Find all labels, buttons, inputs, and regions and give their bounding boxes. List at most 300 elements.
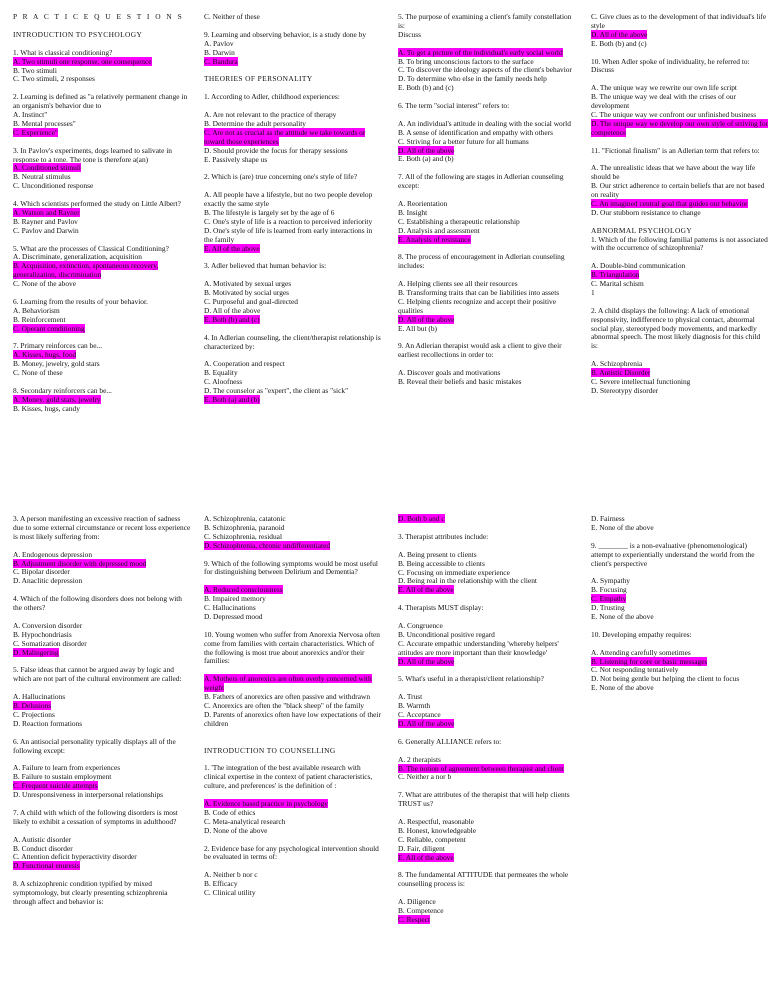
- line: [398, 871, 576, 889]
- answer-option: D. Not being gentle but helping the client to focus: [591, 674, 740, 684]
- line: [398, 378, 576, 387]
- answer-option: B. Transforming traits that can be liabilities into assets: [398, 288, 560, 297]
- answer-option: C. Accurate empathic understanding 'whereby helpers' attitudes are more important than their knowledge': [398, 638, 559, 657]
- question-text: 5. The purpose of examining a client's family constellation is:: [398, 12, 572, 30]
- line: [204, 827, 382, 836]
- answer-option: B. Our strict adherence to certain beliefs that are not based on reality: [591, 181, 765, 199]
- line: [204, 245, 382, 254]
- answer-option: C. Establishing a therapeutic relationship: [398, 216, 520, 226]
- question-text: 9. Learning and observing behavior, is a study done by: [204, 29, 367, 39]
- question-text: 4. In Adlerian counseling, the client/therapist relationship is characterized by:: [204, 332, 381, 351]
- answer-option-highlighted: A. Reduced consciousness: [204, 585, 283, 595]
- answer-option: A. Attending carefully sometimes: [591, 647, 691, 657]
- answer-option-highlighted: B. Triangulation: [591, 270, 640, 280]
- line: [13, 93, 191, 111]
- answer-option: B. Insight: [398, 207, 428, 217]
- line: [398, 773, 576, 782]
- line: [591, 542, 768, 569]
- answer-option: A. Double-bind communication: [591, 261, 686, 271]
- answer-option: B. Focusing: [591, 585, 627, 595]
- question-text: 7. Primary reinforces can be...: [13, 341, 103, 351]
- line: [204, 631, 382, 667]
- answer-option: C. Purposeful and goal-directed: [204, 297, 298, 306]
- answer-option: A. Failure to learn from experiences: [13, 763, 121, 773]
- line: [398, 533, 576, 542]
- line: [13, 880, 191, 907]
- answer-option: C. The unique way we confront our unfinished business: [591, 109, 757, 119]
- answer-option-highlighted: C. An imagined central goal that guides our behavior: [591, 198, 748, 208]
- answer-option-highlighted: A. Kisses, hugs, food: [13, 350, 77, 360]
- answer-option: B. Schizophrenia, paranoid: [204, 522, 285, 532]
- answer-option-highlighted: E. Both (a) and (b): [204, 394, 260, 404]
- line: [13, 738, 191, 756]
- answer-option: B. Code of ethics: [204, 807, 256, 817]
- answer-option: A. 2 therapists: [398, 754, 441, 764]
- answer-option-highlighted: C. Bandura: [204, 56, 238, 66]
- answer-option: C. Meta-analytical research: [204, 816, 286, 826]
- line: [398, 102, 576, 111]
- question-text: 6. Generally ALLIANCE refers to:: [398, 736, 502, 746]
- answer-option: C. Unconditioned response: [13, 181, 94, 191]
- answer-option: A. An individual's attitude in dealing with the social world: [398, 118, 571, 128]
- answer-option: D. Parents of anorexics often have low expectations of their children: [204, 709, 381, 728]
- question-text: 5. What are the processes of Classical Conditioning?: [13, 243, 169, 253]
- line: [591, 58, 768, 67]
- answer-option: D. Being real in the relationship with the client: [398, 576, 537, 586]
- line: [398, 854, 576, 863]
- question-text: 2. Evidence base for any psychological intervention should be evaluated in terms of:: [204, 843, 379, 862]
- line: [13, 31, 191, 40]
- text-line: Discuss: [591, 65, 614, 75]
- answer-option: A. Pavlov: [204, 38, 234, 48]
- line: [204, 262, 382, 271]
- page1-column-1: [13, 13, 191, 414]
- line: [591, 182, 768, 200]
- answer-option: C. None of these: [13, 368, 63, 377]
- line: [13, 280, 191, 289]
- line: [398, 586, 576, 595]
- answer-option: A. All people have a lifestyle, but no two people develop exactly the same style: [204, 190, 373, 209]
- answer-option: E. Both (b) and (c): [591, 38, 647, 48]
- answer-option: D. Depressed mood: [204, 611, 263, 621]
- answer-option-highlighted: E. All of the above: [398, 852, 454, 862]
- text-line: Discuss: [398, 29, 421, 39]
- line: [398, 738, 576, 747]
- line: [398, 298, 576, 316]
- answer-option: A. Discriminate, generalization, acquisition: [13, 252, 142, 262]
- line: [13, 649, 191, 658]
- question-text: 5. What's useful in a therapist/client relationship?: [398, 674, 544, 684]
- answer-option: A. Schizophrenia, catatonic: [204, 514, 286, 523]
- answer-option: D. The counselor as "expert", the client as "sick": [204, 386, 349, 395]
- line: [591, 387, 768, 396]
- line: [13, 666, 191, 684]
- line: [13, 577, 191, 586]
- answer-option-highlighted: A. Money, gold stars, jewelry: [13, 394, 101, 404]
- answer-option-highlighted: B. Delusions: [13, 701, 52, 710]
- text-line: 1: [591, 287, 595, 297]
- answer-option: B. The unique way we deal with the crises of our development: [591, 92, 736, 110]
- answer-option-highlighted: D. All of the above: [398, 656, 455, 666]
- line: [204, 845, 382, 863]
- line: [398, 720, 576, 729]
- line: [204, 764, 382, 791]
- answer-option: B. Motivated by social urges: [204, 288, 290, 298]
- line: [204, 711, 382, 729]
- question-text: 7. All of the following are stages in Adlerian counseling except:: [398, 172, 564, 191]
- line: [591, 631, 768, 640]
- line: [591, 280, 768, 289]
- answer-option-highlighted: D. All of the above: [591, 29, 648, 39]
- answer-option-highlighted: C. Frequent suicide attempts: [13, 781, 98, 791]
- question-text: 4. Which scientists performed the study on Little Albert?: [13, 199, 181, 208]
- line: [13, 862, 191, 871]
- answer-option: A. Diligence: [398, 897, 436, 907]
- question-text: 8. The fundamental ATTITUDE that permeates the whole counselling process is:: [398, 870, 569, 889]
- answer-option: E. None of the above: [591, 683, 654, 693]
- section-heading: ABNORMAL PSYCHOLOGY: [591, 225, 693, 235]
- answer-option-highlighted: A. Watson and Rayner: [13, 207, 80, 217]
- answer-option-highlighted: D. All of the above: [398, 145, 455, 155]
- answer-option: B. Reveal their beliefs and basic mistakes: [398, 377, 522, 386]
- answer-option: A. Reorientation: [398, 199, 448, 208]
- question-text: 1. Which of the following familial patterns is not associated with the occurrence of schizophrenia?: [591, 234, 768, 253]
- answer-option: B. Warmth: [398, 701, 431, 711]
- line: [204, 542, 382, 551]
- line: [591, 524, 768, 533]
- answer-option: C. Pavlov and Darwin: [13, 225, 79, 235]
- question-text: 7. A child with which of the following disorders is most likely to exhibit a cessation of symptoms in adulthood?: [13, 807, 178, 826]
- line: [13, 595, 191, 613]
- question-text: 2. Which is (are) true concerning one's style of life?: [204, 172, 358, 182]
- line: [398, 253, 576, 271]
- answer-option: B. Hypochondriasis: [13, 629, 72, 639]
- answer-option: C. Focusing on immediate experience: [398, 567, 510, 577]
- line: [398, 236, 576, 245]
- answer-option: D. Analysis and assessment: [398, 225, 480, 235]
- answer-option: B. Fathers of anorexics are often passive and withdrawn: [204, 692, 371, 701]
- line: [13, 720, 191, 729]
- question-text: 6. Learning from the results of your behavior.: [13, 296, 148, 306]
- question-text: 4. Which of the following disorders does not belong with the others?: [13, 594, 183, 612]
- line: [398, 640, 576, 658]
- answer-option: C. Hallucinations: [204, 603, 256, 612]
- answer-option-highlighted: D. All of the above: [398, 314, 455, 324]
- line: [398, 31, 576, 40]
- answer-option: C. Aloofness: [204, 377, 243, 387]
- section-heading: INTRODUCTION TO PSYCHOLOGY: [13, 29, 143, 39]
- line: [398, 791, 576, 809]
- line: [13, 182, 191, 191]
- answer-option-highlighted: A. Evidence based practice in psychology: [204, 799, 328, 808]
- answer-option: A. Endogenous depression: [13, 549, 93, 559]
- line: [13, 809, 191, 827]
- answer-option-highlighted: A. Mothers of anorexics are often overly concerned with weight: [204, 674, 372, 693]
- line: [398, 13, 576, 31]
- answer-option: B. Two stimuli: [13, 65, 57, 75]
- document-title: P R A C T I C E Q U E S T I O N S: [13, 12, 184, 21]
- answer-option: A. Motivated by sexual urges: [204, 279, 292, 289]
- line: [591, 209, 768, 218]
- answer-option: C. Acceptance: [398, 710, 441, 719]
- section-heading: INTRODUCTION TO COUNSELLING: [204, 745, 336, 755]
- question-text: 3. Adler believed that human behavior is:: [204, 261, 327, 271]
- line: [591, 164, 768, 182]
- answer-option: D. Fair, diligent: [398, 843, 445, 853]
- question-text: 6. The term "social interest" refers to:: [398, 101, 510, 110]
- answer-option: A. The unrealistic ideas that we have about the way life should be: [591, 163, 756, 182]
- answer-option: E. Both (b) and (c): [398, 83, 454, 93]
- answer-option: C. Helping clients recognize and accept their positive qualities: [398, 296, 557, 315]
- question-text: 2. Learning is defined as "a relatively permanent change in an organism's behavior due to: [13, 92, 188, 111]
- answer-option-highlighted: D. All of the above: [398, 718, 455, 728]
- answer-option: B. Darwin: [204, 47, 235, 57]
- page1-column-4: [591, 13, 768, 396]
- answer-option: C. Not responding tentatively: [591, 665, 679, 675]
- answer-option: A. Cooperation and respect: [204, 359, 285, 369]
- line: [13, 262, 191, 280]
- answer-option: C. Give clues as to the development of that individual's life style: [591, 12, 767, 30]
- question-text: 10. When Adler spoke of individuality, he referred to:: [591, 56, 750, 66]
- answer-option-highlighted: E. Both (b) and (c): [204, 314, 260, 324]
- line: [591, 13, 768, 31]
- answer-option-highlighted: B. Autistic Disorder: [591, 368, 651, 377]
- line: [204, 675, 382, 693]
- answer-option: B. Conduct disorder: [13, 843, 73, 853]
- line: [591, 147, 768, 156]
- answer-option: C. Striving for a better future for all humans: [398, 136, 529, 146]
- answer-option: B. Equality: [204, 368, 238, 378]
- page1-column-3: [398, 13, 576, 387]
- line: [204, 227, 382, 245]
- line: [591, 236, 768, 254]
- line: [204, 58, 382, 67]
- line: [13, 515, 191, 542]
- answer-option: B. Unconditional positive regard: [398, 629, 495, 639]
- answer-option: A. Conversion disorder: [13, 620, 83, 630]
- line: [591, 93, 768, 111]
- answer-option-highlighted: D. The unique way we develop our own style of striving for competence: [591, 118, 768, 137]
- answer-option: B. Mental processes": [13, 118, 76, 128]
- answer-option: C. Somatization disorder: [13, 638, 87, 648]
- line: [13, 129, 191, 138]
- answer-option-highlighted: E. Analysis of resistance: [398, 234, 471, 244]
- answer-option: B. Efficacy: [204, 879, 238, 889]
- answer-option: C. Neither a nor b: [398, 772, 452, 782]
- line: [398, 604, 576, 613]
- line: [204, 129, 382, 147]
- answer-option-highlighted: B. Adjustment disorder with depressed mood: [13, 558, 147, 568]
- line: [591, 613, 768, 622]
- answer-option: D. One's style of life is learned from early interactions in the family: [204, 225, 373, 244]
- answer-option: C. Marital schism: [591, 279, 644, 288]
- line: [204, 191, 382, 209]
- answer-option: D. To determine who else in the family needs help: [398, 74, 547, 84]
- question-text: 10. Young women who suffer from Anorexia Nervosa often come from families with certain characteristics. Which of the following is most true about anorexics and/or their families:: [204, 629, 380, 666]
- line: [398, 342, 576, 360]
- line: [13, 325, 191, 334]
- line: [204, 316, 382, 325]
- question-text: 3. A person manifesting an excessive reaction of sadness due to some external circumstance or recent loss experience is most likely suffering from:: [13, 514, 191, 541]
- page2-column-4: [591, 515, 768, 693]
- answer-option: C. Attention deficit hyperactivity disorder: [13, 852, 137, 862]
- answer-option: C. Neither of these: [204, 12, 260, 21]
- answer-option-highlighted: B. The notion of agreement between therapist and client: [398, 763, 564, 773]
- answer-option: B. Being accessible to clients: [398, 558, 485, 568]
- line: [13, 369, 191, 378]
- section-heading: THEORIES OF PERSONALITY: [204, 74, 313, 84]
- question-text: 11. "Fictional finalism" is an Adlerian term that refers to:: [591, 145, 760, 155]
- line: [398, 515, 576, 524]
- answer-option: A. Discover goals and motivations: [398, 368, 501, 378]
- answer-option: A. Autistic disorder: [13, 834, 72, 844]
- answer-option: D. Trusting: [591, 603, 625, 612]
- line: [204, 396, 382, 405]
- spacer: [398, 684, 576, 693]
- line: [13, 791, 191, 800]
- answer-option: A. Neither b nor c: [204, 870, 258, 880]
- question-text: 1. According to Adler, childhood experiences:: [204, 92, 340, 102]
- answer-option: C. Bipolar disorder: [13, 567, 70, 577]
- answer-option: B. To bring unconscious factors to the surface: [398, 56, 534, 66]
- line: [13, 13, 191, 22]
- question-text: 9. An Adlerian therapist would ask a client to give their earliest recollections in order to:: [398, 341, 562, 360]
- line: [398, 173, 576, 191]
- answer-option: B. Competence: [398, 906, 444, 915]
- answer-option: C. Anorexics are often the "black sheep" of the family: [204, 700, 364, 710]
- line: [591, 40, 768, 49]
- answer-option-highlighted: C. Experience": [13, 127, 58, 137]
- answer-option: B. Neutral stimulus: [13, 172, 71, 182]
- answer-option-highlighted: B. Listening for core or basic messages: [591, 656, 708, 666]
- line: [204, 173, 382, 182]
- answer-option-highlighted: B. Acquisition, extinction, spontaneous recovery, generalization, discrimination: [13, 261, 159, 280]
- line: [13, 147, 191, 165]
- answer-option-highlighted: E. All of the above: [204, 243, 260, 253]
- answer-option-highlighted: A. Two stimuli one response, one consequence: [13, 56, 152, 66]
- line: [204, 334, 382, 352]
- line: [204, 13, 382, 22]
- answer-option: C. Two stimuli, 2 responses: [13, 74, 95, 84]
- line: [398, 658, 576, 667]
- answer-option: E. Both (a) and (b): [398, 154, 454, 164]
- spacer: [204, 729, 382, 738]
- answer-option: A. Behaviorism: [13, 305, 60, 315]
- line: [204, 156, 382, 165]
- answer-option: D. Stereotypy disorder: [591, 385, 659, 395]
- line: [398, 916, 576, 925]
- answer-option: B. A sense of identification and empathy with others: [398, 127, 553, 137]
- answer-option: A. Hallucinations: [13, 692, 66, 702]
- answer-option: B. Determine the adult personality: [204, 119, 307, 128]
- question-text: 10. Developing empathy requires:: [591, 629, 692, 639]
- question-text: 7. What are attributes of the therapist that will help clients TRUST us?: [398, 790, 570, 809]
- line: [204, 889, 382, 898]
- answer-option: A. Instinct": [13, 110, 48, 119]
- answer-option: C. Projections: [13, 709, 55, 719]
- line: [591, 684, 768, 693]
- answer-option-highlighted: C. Empathy: [591, 594, 627, 604]
- answer-option: C. Reliable, competent: [398, 834, 466, 844]
- answer-option: E. None of the above: [591, 611, 654, 621]
- question-text: 3. In Pavlov's experiments, dogs learned to salivate in response to a tone. The tone is therefore a(an): [13, 145, 172, 164]
- answer-option: E. All but (b): [398, 323, 438, 333]
- answer-option: A. Schizophrenia: [591, 359, 643, 369]
- answer-option: A. Congruence: [398, 621, 443, 630]
- answer-option: C. To discover the ideology aspects of the client's behavior: [398, 65, 572, 75]
- answer-option: A. Trust: [398, 692, 423, 702]
- question-text: 9. ________ is a non-evaluative (phenomenological) attempt to experientially understand the world from the client's perspective: [591, 540, 755, 568]
- answer-option: C. Clinical utility: [204, 888, 256, 897]
- line: [591, 307, 768, 351]
- answer-option: D. Our stubborn resistance to change: [591, 207, 701, 217]
- line: [13, 405, 191, 414]
- line: [204, 747, 382, 756]
- answer-option: C. Schizophrenia, residual: [204, 531, 282, 541]
- question-text: 1. 'The integration of the best available research with clinical expertise in the context of patient characteristics, culture, and preferences' is the definition of :: [204, 763, 373, 791]
- answer-option: B. Honest, knowledgeable: [398, 825, 476, 835]
- line: [398, 325, 576, 334]
- line: [591, 66, 768, 75]
- answer-option-highlighted: D. Malingering: [13, 647, 59, 657]
- answer-option-highlighted: A. To get a picture of the individual's early social world: [398, 47, 563, 57]
- page2-column-1: [13, 515, 191, 907]
- answer-option: D. Should provide the focus for therapy sessions: [204, 145, 348, 155]
- question-text: 8. Secondary reinforcers can be...: [13, 385, 112, 395]
- page2-column-2: [204, 515, 382, 898]
- answer-option: D. Unresponsiveness in interpersonal relationships: [13, 790, 164, 799]
- line: [204, 613, 382, 622]
- answer-option-highlighted: D. Both b and c: [398, 514, 445, 523]
- answer-option: E. Passively shape us: [204, 154, 268, 164]
- answer-option: C. One's style of life is a reaction to perceived inferiority: [204, 216, 373, 226]
- answer-option-highlighted: C. Operant conditioning: [13, 323, 85, 333]
- answer-option: B. The lifestyle is largely set by the age of 6: [204, 208, 335, 217]
- answer-option: A. Sympathy: [591, 576, 631, 586]
- answer-option: B. Money, jewelry, gold stars: [13, 359, 100, 369]
- question-text: 4. Therapists MUST display:: [398, 603, 484, 613]
- line: [398, 84, 576, 93]
- page1-column-2: [204, 13, 382, 405]
- answer-option: B. Impaired memory: [204, 594, 266, 604]
- answer-option: A. Being present to clients: [398, 549, 477, 559]
- question-text: 6. An antisocial personality typically displays all of the following except:: [13, 736, 176, 755]
- line: [398, 155, 576, 164]
- answer-option-highlighted: C. Respect: [398, 914, 431, 924]
- answer-option-highlighted: A. Conditioned stimuli: [13, 163, 81, 173]
- answer-option: C. None of the above: [13, 279, 77, 288]
- answer-option-highlighted: D. Functional enuresis: [13, 861, 80, 871]
- answer-option: D. None of the above: [204, 825, 268, 835]
- question-text: 8. A schizophrenic condition typified by mixed symptomology, but clearly presenting schizophrenia through affect and behavior is:: [13, 879, 168, 906]
- answer-option: D. Fairness: [591, 514, 625, 523]
- question-text: 3. Therapist attributes include:: [398, 531, 489, 541]
- answer-option: B. Reinforcement: [13, 314, 66, 324]
- answer-option: A. Respectful, reasonable: [398, 817, 474, 826]
- answer-option: A. The unique way we rewrite our own life script: [591, 83, 737, 93]
- question-text: 2. A child displays the following: A lack of emotional responsivity, indifference to physical contact, abnormal social play, stereotyped body movements, and markedly abnormal speech. The most likely diagnosis for this child is:: [591, 305, 761, 351]
- question-text: 9. Which of the following symptoms would be most useful for distinguishing between Delirium and Dementia?: [204, 558, 378, 577]
- question-text: 8. The process of encouragement in Adlerian counseling includes:: [398, 252, 565, 271]
- answer-option: B. Kisses, hugs, candy: [13, 403, 80, 413]
- answer-option-highlighted: C. Are not as crucial as the attitude we take towards or toward those experiences: [204, 127, 366, 146]
- line: [13, 227, 191, 236]
- line: [591, 289, 768, 298]
- answer-option: D. Reaction formations: [13, 718, 83, 728]
- line: [204, 93, 382, 102]
- question-text: 1. What is classical conditioning?: [13, 47, 113, 57]
- line: [204, 75, 382, 84]
